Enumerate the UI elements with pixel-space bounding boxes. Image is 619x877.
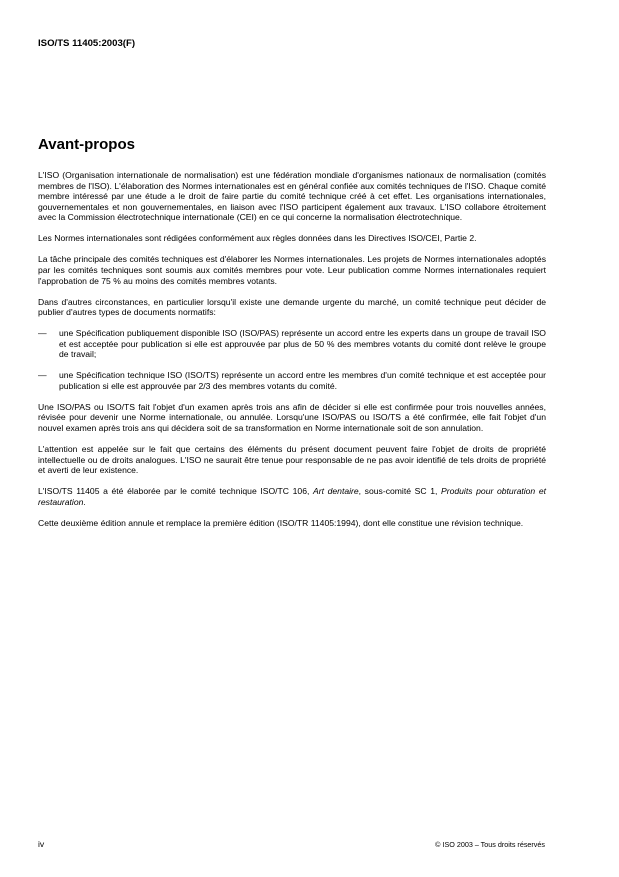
committee-name: Art dentaire [313, 486, 359, 497]
list-dash: — [38, 328, 47, 339]
paragraph-prepared-by [38, 486, 546, 507]
paragraph-other-circumstances: Dans d'autres circonstances, en particulier lorsqu'il existe une demande urgente du marché, un comité technique peut décider de publier d'autres types de documents normatifs: [38, 296, 546, 318]
paragraph-edition: Cette deuxième édition annule et remplace la première édition (ISO/TR 11405:1994), dont elle constitue une révision technique. [38, 517, 524, 528]
document-types-list [38, 328, 546, 391]
paragraph-main-task: La tâche principale des comités techniques est d'élaborer les Normes internationales. Les projets de Normes internationales adoptés par les comités techniques sont soumis aux comités membres pour vote. Leur publication comme Normes internationales requiert l'approbation de 75 % au moins des comités membres votants. [38, 254, 546, 286]
list-item-text: une Spécification publiquement disponible ISO (ISO/PAS) représente un accord entre les experts dans un groupe de travail ISO et est acceptée pour publication si elle est approuvée par plus de 50 % des membres votants du comité dont relève le groupe de travail; [59, 328, 546, 360]
sentence-end: . [83, 496, 86, 507]
paragraph-review: Une ISO/PAS ou ISO/TS fait l'objet d'un examen après trois ans afin de décider si elle est confirmée pour trois nouvelles années, révisée pour devenir une Norme internationale, ou annulée. Lorsqu'une ISO/PAS ou ISO/TS a été confirmée, elle fait l'objet d'un nouvel examen après trois ans qui décidera soit de sa transformation en Norme internationale soit de son annulation. [38, 401, 546, 434]
document-identifier: ISO/TS 11405:2003(F) [38, 38, 136, 49]
subcommittee-text: , sous-comité SC 1, [358, 486, 441, 497]
paragraph-patent-rights: L'attention est appelée sur le fait que certains des éléments du présent document peuvent faire l'objet de droits de propriété intellectuelle ou de droits analogues. L'ISO ne saurait être tenue pour responsable de ne pas avoir identifié de tels droits de propriété et averti de leur existence. [38, 444, 546, 476]
subcommittee-name: Produits pour obturation et restauration [38, 486, 546, 507]
prepared-by-text: L'ISO/TS 11405 a été élaborée par le comité technique ISO/TC 106, [38, 486, 313, 497]
page-number: iv [38, 839, 45, 849]
list-dash: — [38, 370, 47, 381]
paragraph-directives: Les Normes internationales sont rédigées conformément aux règles données dans les Directives ISO/CEI, Partie 2. [38, 233, 477, 244]
section-title: Avant-propos [38, 136, 135, 153]
foreword-body [38, 170, 546, 539]
list-item-text: une Spécification technique ISO (ISO/TS) représente un accord entre les membres d'un comité technique et est acceptée pour publication si elle est approuvée par 2/3 des membres votants du comité. [59, 370, 546, 391]
paragraph-iso-organisation: L'ISO (Organisation internationale de normalisation) est une fédération mondiale d'organismes nationaux de normalisation (comités membres de l'ISO). L'élaboration des Normes internationales est en général confiée aux comités techniques de l'ISO. Chaque comité membre intéressé par une étude a le droit de faire partie du comité technique créé à cet effet. Les organisations internationales, gouvernementales et non gouvernementales, en liaison avec l'ISO participent également aux travaux. L'ISO collabore étroitement avec la Commission électrotechnique internationale (CEI) en ce qui concerne la normalisation électrotechnique. [38, 170, 546, 223]
copyright-notice: © ISO 2003 – Tous droits réservés [435, 840, 545, 849]
list-item [38, 328, 546, 360]
list-item [38, 370, 546, 391]
